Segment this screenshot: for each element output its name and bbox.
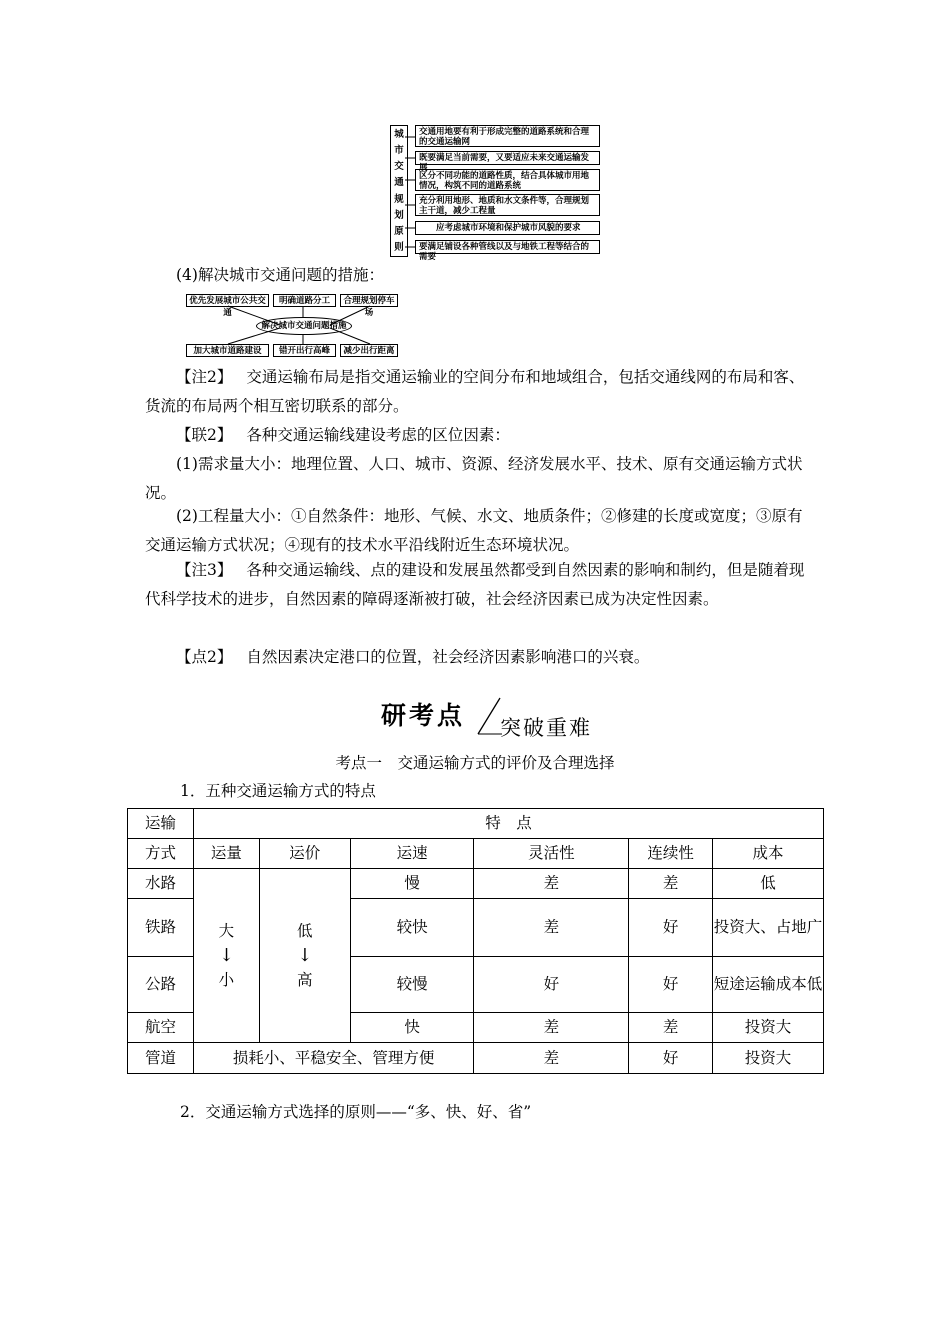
- header-features: 特 点: [193, 809, 823, 839]
- column-header: 运速: [350, 839, 474, 869]
- transport-modes-table: [127, 808, 824, 1074]
- cost-cell: 投资大: [713, 1043, 824, 1074]
- volume-bottom: 小: [218, 970, 235, 989]
- note-paragraph: [145, 450, 815, 508]
- note-tag: 【注3】: [176, 561, 233, 579]
- cont-cell: 好: [629, 957, 713, 1013]
- column-header: 运价: [259, 839, 350, 869]
- mode-cell: 公路: [128, 957, 194, 1013]
- banner-subtitle: 突破重难: [500, 716, 592, 740]
- measure-bottom: 加大城市道路建设: [186, 344, 269, 357]
- side-char: 城: [394, 128, 404, 140]
- pipeline-merged-cell: 损耗小、平稳安全、管理方便: [193, 1043, 474, 1074]
- measure-top: 明确道路分工: [273, 294, 336, 307]
- planning-item: 要满足铺设各种管线以及与地铁工程等结合的需要: [415, 240, 600, 254]
- note-text: 各种交通运输线建设考虑的区位因素：: [246, 426, 510, 444]
- cost-cell: 投资大、占地广: [713, 899, 824, 957]
- side-char: 交: [394, 161, 404, 173]
- side-char: 规: [394, 193, 404, 205]
- note-text: 交通运输布局是指交通运输业的空间分布和地域组合，包括交通线网的布局和客、货流的布局两个相互密切联系的部分。: [145, 368, 805, 415]
- cost-cell: 投资大: [713, 1013, 824, 1043]
- speed-cell: 较快: [350, 899, 474, 957]
- planning-item: 既要满足当前需要，又要适应未来交通运输发展: [415, 151, 600, 165]
- flex-cell: 差: [474, 1043, 629, 1074]
- flex-cell: 好: [474, 957, 629, 1013]
- cont-cell: 好: [629, 899, 713, 957]
- note-tag: 【注2】: [176, 368, 233, 386]
- note-tag: 【联2】: [176, 426, 233, 444]
- cont-cell: 好: [629, 1043, 713, 1074]
- header-corner-top: 运输: [128, 809, 194, 839]
- side-char: 原: [394, 226, 404, 238]
- flex-cell: 差: [474, 869, 629, 899]
- speed-cell: 较慢: [350, 957, 474, 1013]
- note-paragraph: [145, 363, 815, 421]
- column-header: 运量: [193, 839, 259, 869]
- mode-cell: 水路: [128, 869, 194, 899]
- price-bottom: 高: [296, 970, 313, 989]
- note-paragraph: [145, 421, 815, 450]
- measure-bottom: 错开出行高峰: [273, 344, 336, 357]
- note-paragraph: [145, 502, 815, 560]
- note-text: 自然因素决定港口的位置，社会经济因素影响港口的兴衰。: [246, 648, 650, 666]
- note-paragraph: [145, 643, 815, 672]
- planning-item: 交通用地要有利于形成完整的道路系统和合理的交通运输网: [415, 125, 600, 147]
- mode-cell: 管道: [128, 1043, 194, 1074]
- cont-cell: 差: [629, 869, 713, 899]
- planning-item: 应考虑城市环境和保护城市风貌的要求: [415, 221, 600, 235]
- flex-cell: 差: [474, 1013, 629, 1043]
- list-item-1: 1．五种交通运输方式的特点: [180, 782, 376, 800]
- side-char: 通: [394, 177, 404, 189]
- measure-top: 合理规划停车场: [340, 294, 398, 307]
- cont-cell: 差: [629, 1013, 713, 1043]
- price-cell: [259, 869, 350, 1043]
- measure-top: 优先发展城市公共交通: [186, 294, 269, 307]
- banner-title: 研考点: [381, 701, 466, 730]
- flex-cell: 差: [474, 899, 629, 957]
- note-text: 各种交通运输线、点的建设和发展虽然都受到自然因素的影响和制约，但是随着现代科学技术的进步，自然因素的障碍逐渐被打破，社会经济因素已成为决定性因素。: [145, 561, 805, 608]
- table-row: [128, 869, 824, 899]
- note-paragraph: [145, 556, 815, 614]
- speed-cell: 慢: [350, 869, 474, 899]
- down-arrow-icon: ↓: [297, 944, 313, 966]
- measures-heading: (4)解决城市交通问题的措施：: [176, 266, 384, 284]
- note-text: (1)需求量大小：地理位置、人口、城市、资源、经济发展水平、技术、原有交通运输方式状况。: [145, 455, 803, 502]
- price-top: 低: [296, 921, 313, 940]
- table-row: [128, 1043, 824, 1074]
- cost-cell: 短途运输成本低: [713, 957, 824, 1013]
- volume-cell: [193, 869, 259, 1043]
- side-char: 划: [394, 209, 404, 221]
- column-header: 灵活性: [474, 839, 629, 869]
- note-text: (2)工程量大小：①自然条件：地形、气候、水文、地质条件；②修建的长度或宽度；③原有交通运输方式状况；④现有的技术水平沿线附近生态环境状况。: [145, 507, 803, 554]
- planning-item: 区分不同功能的道路性质，结合具体城市用地情况，构筑不同的道路系统: [415, 169, 600, 191]
- measures-center: 解决城市交通问题措施: [256, 317, 352, 335]
- note-tag: 【点2】: [176, 648, 233, 666]
- mode-cell: 航空: [128, 1013, 194, 1043]
- mode-cell: 铁路: [128, 899, 194, 957]
- column-header: 成本: [713, 839, 824, 869]
- measure-bottom: 减少出行距离: [340, 344, 398, 357]
- banner-slash: [476, 696, 502, 736]
- speed-cell: 快: [350, 1013, 474, 1043]
- down-arrow-icon: ↓: [218, 944, 234, 966]
- section-title: 考点一 交通运输方式的评价及合理选择: [335, 754, 615, 772]
- volume-top: 大: [218, 921, 235, 940]
- side-char: 则: [394, 242, 404, 254]
- side-char: 市: [394, 144, 404, 156]
- planning-item: 充分利用地形、地质和水文条件等，合理规划主干道，减少工程量: [415, 194, 600, 216]
- list-item-2: 2．交通运输方式选择的原则——“多、快、好、省”: [180, 1103, 532, 1121]
- header-corner-bottom: 方式: [128, 839, 194, 869]
- column-header: 连续性: [629, 839, 713, 869]
- cost-cell: 低: [713, 869, 824, 899]
